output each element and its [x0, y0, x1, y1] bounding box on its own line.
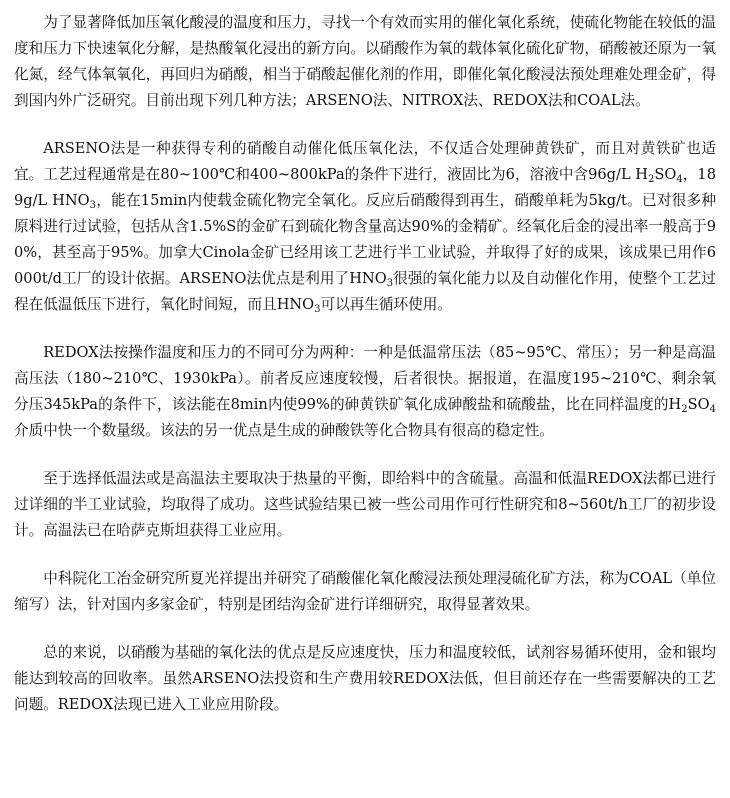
- text-run: SO: [654, 166, 677, 183]
- text-run: 很强的氧化能力以及自动催化作用，使整个工艺过程在低温低压下进行，氧化时间短，而且HNO: [14, 270, 716, 313]
- text-run: REDOX法按操作温度和压力的不同可分为两种：一种是低温常压法（85~95℃、常压）；另一种是高温高压法（180~210℃、1930kPa）。前者反应速度较慢，后者很快。据报道，在温度195~210℃、剩余氧分压345kPa的条件下，该法能在8min内使99%的砷黄铁矿氧化成砷酸盐和硫酸盐，比在同样温度的H: [14, 344, 716, 413]
- text-run: 为了显著降低加压氧化酸浸的温度和压力，寻找一个有效而实用的催化氧化系统，使硫化物能在较低的温度和压力下快速氧化分解，是热酸氧化浸出的新方向。以硝酸作为氧的载体氧化硫化矿物，硝酸被还原为一氧化氮，经气体氧氧化，再回归为硝酸，相当于硝酸起催化剂的作用，即催化氧化酸浸法预处理难处理金矿，得到国内外广泛研究。目前出现下列几种方法；ARSENO法、NITROX法、REDOX法和COAL法。: [14, 14, 716, 109]
- text-run: 可以再生循环使用。: [320, 296, 452, 313]
- paragraph-coal: [14, 566, 716, 618]
- subscript: 3: [314, 304, 321, 315]
- paragraph-summary: [14, 640, 716, 718]
- paragraph-temperature-choice: [14, 466, 716, 544]
- subscript: 2: [681, 404, 688, 415]
- text-run: 总的来说，以硝酸为基础的氧化法的优点是反应速度快，压力和温度较低，试剂容易循环使用，金和银均能达到较高的回收率。虽然ARSENO法投资和生产费用较REDOX法低，但目前还存在一些需要解决的工艺问题。REDOX法现已进入工业应用阶段。: [14, 644, 716, 713]
- subscript: 3: [386, 278, 394, 289]
- subscript: 3: [89, 200, 96, 211]
- text-run: SO: [687, 396, 710, 413]
- text-run: 中科院化工冶金研究所夏光祥提出并研究了硝酸催化氧化酸浸法预处理浸硫化矿方法，称为COAL（单位缩写）法，针对国内多家金矿，特别是团结沟金矿进行详细研究，取得显著效果。: [14, 570, 716, 613]
- paragraph-redox: [14, 340, 716, 444]
- text-run: ，189g/L HNO: [14, 166, 717, 209]
- subscript: 4: [676, 174, 683, 185]
- text-run: 至于选择低温法或是高温法主要取决于热量的平衡，即给料中的含硫量。高温和低温REDOX法都已进行过详细的半工业试验，均取得了成功。这些试验结果已被一些公司用作可行性研究和8~560t/h工厂的初步设计。高温法已在哈萨克斯坦获得工业应用。: [14, 470, 716, 539]
- subscript: 2: [648, 174, 655, 185]
- text-run: 介质中快一个数量级。该法的另一优点是生成的砷酸铁等化合物具有很高的稳定性。: [14, 422, 554, 439]
- paragraph-intro: [14, 10, 716, 114]
- subscript: 4: [709, 404, 716, 415]
- text-run: ，能在15min内使载金硫化物完全氧化。反应后硝酸得到再生，硝酸单耗为5kg/t。已对很多种原料进行过试验，包括从含1.5%S的金矿石到硫化物含量高达90%的金精矿。经氧化后金的浸出率一般高于90%，甚至高于95%。加拿大Cinola金矿已经用该工艺进行半工业试验，并取得了好的成果，该成果已用作6000t/d工厂的设计依据。ARSENO法优点是利用了HNO: [14, 192, 717, 287]
- text-run: ARSENO法是一种获得专利的硝酸自动催化低压氧化法，不仅适合处理砷黄铁矿，而且对黄铁矿也适宜。工艺过程通常是在80~100℃和400~800kPa的条件下进行，液固比为6，溶液中含96g/L H: [14, 140, 716, 183]
- paragraph-arseno: [14, 136, 716, 318]
